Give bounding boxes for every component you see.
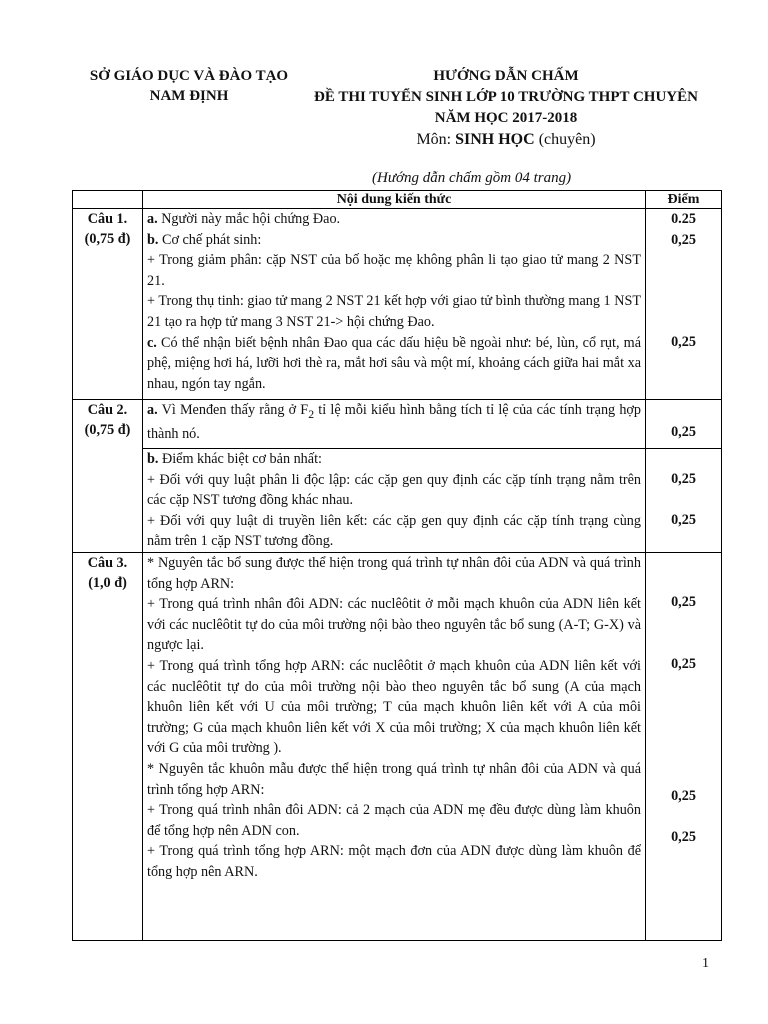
answer-text: + Trong quá trình tổng hợp ARN: một mạch đơn của ADN được dùng làm khuôn để tổng hợp nên ARN. bbox=[147, 843, 641, 880]
answer-text: + Đối với quy luật phân li độc lập: các cặp gen quy định các cặp tính trạng nằm trên các cặp NST tương đồng khác nhau. bbox=[147, 471, 641, 509]
question-3-row bbox=[73, 552, 722, 940]
answer-text: * Nguyên tắc bổ sung được thể hiện trong quá trình tự nhân đôi của ADN và quá trình tổng hợp ARN: bbox=[147, 554, 641, 592]
subject-prefix: Môn: bbox=[416, 131, 456, 148]
header-empty-cell bbox=[73, 191, 143, 209]
question-3-label bbox=[73, 552, 143, 940]
question-3-points bbox=[646, 552, 722, 940]
department-header bbox=[64, 66, 314, 106]
question-2a-content bbox=[143, 400, 646, 449]
answer-text: tỉ lệ mỗi kiểu hình bằng tích tỉ lệ của các tính trạng hợp thành nó. bbox=[147, 402, 642, 443]
answer-text: + Trong quá trình nhân đôi ADN: cả 2 mạch của ADN mẹ đều được dùng làm khuôn để tổng hợp nên ADN con. bbox=[147, 802, 641, 839]
school-year: NĂM HỌC 2017-2018 bbox=[434, 110, 578, 126]
answer-text: + Đối với quy luật di truyền liên kết: các cặp gen quy định các cặp tính trạng cùng nằm trên 1 cặp NST tương đồng. bbox=[147, 512, 641, 550]
part-label: b. bbox=[147, 451, 159, 467]
answer-text: Có thể nhận biết bệnh nhân Đao qua các dấu hiệu bề ngoài như: bé, lùn, cổ rụt, má phệ, miệng hơi há, lưỡi hơi thè ra, mắt hơi sâu và một mí, khoảng cách giữa hai mắt xa nhau, ngón tay ngắn. bbox=[147, 334, 641, 392]
answer-text: Điểm khác biệt cơ bản nhất: bbox=[158, 451, 322, 467]
points-value: 0,25 bbox=[671, 828, 696, 845]
answer-text: + Trong giảm phân: cặp NST của bố hoặc mẹ không phân li tạo giao tử mang 2 NST 21. bbox=[147, 252, 641, 289]
header-points: Điểm bbox=[646, 191, 722, 209]
answer-text: + Trong quá trình tổng hợp ARN: các nuclêôtit ở mạch khuôn của ADN liên kết với các nuclêôtit tự do của môi trường nội bào theo nguyên tắc bổ sung (A của mạch khuôn liên kết với U của môi trường; T của mạch khuôn liên kết với A của môi trường; G của mạch khuôn liên kết với X của môi trường; X của mạch khuôn liên kết với G của môi trường ). bbox=[147, 657, 641, 757]
answer-text: + Trong quá trình nhân đôi ADN: các nuclêôtit ở mỗi mạch khuôn của ADN liên kết với các nuclêôtit tự do của môi trường nội bào theo nguyên tắc bổ sung (A-T; G-X) và ngược lại. bbox=[147, 596, 641, 654]
subject-suffix: (chuyên) bbox=[534, 131, 596, 148]
exam-name: ĐỀ THI TUYỂN SINH LỚP 10 TRƯỜNG THPT CHUYÊN bbox=[314, 89, 698, 105]
question-2b-row bbox=[73, 449, 722, 553]
answer-text: Vì Menđen thấy rằng ở F bbox=[157, 402, 309, 418]
points-value: 0,25 bbox=[671, 511, 696, 528]
province-name: NAM ĐỊNH bbox=[149, 88, 229, 104]
points-value: 0,25 bbox=[671, 471, 696, 487]
question-score: (0,75 đ) bbox=[84, 422, 131, 438]
points-value: 0,25 bbox=[671, 593, 696, 610]
question-score: (0,75 đ) bbox=[84, 231, 131, 247]
points-value: 0,25 bbox=[671, 655, 696, 672]
points-value: 0,25 bbox=[671, 231, 696, 248]
grading-table bbox=[72, 190, 722, 941]
subject-name: SINH HỌC bbox=[455, 131, 535, 148]
points-value: 0.25 bbox=[671, 211, 696, 227]
question-2b-content bbox=[143, 449, 646, 553]
answer-text: * Nguyên tắc khuôn mẫu được thể hiện trong quá trình tự nhân đôi của ADN và quá trình tổng hợp ARN: bbox=[147, 760, 641, 798]
part-label: a. bbox=[147, 211, 158, 227]
points-value: 0,25 bbox=[671, 334, 696, 351]
document-title-block bbox=[300, 66, 712, 150]
question-2b-points bbox=[646, 449, 722, 553]
question-label: Câu 2. bbox=[87, 402, 128, 418]
part-label: a. bbox=[147, 402, 158, 418]
subscript: 2 bbox=[308, 406, 315, 421]
department-name: SỞ GIÁO DỤC VÀ ĐÀO TẠO bbox=[89, 68, 289, 84]
header-content: Nội dung kiến thức bbox=[143, 191, 646, 209]
question-1-points bbox=[646, 209, 722, 400]
question-1-content bbox=[143, 209, 646, 400]
document-title: HƯỚNG DẪN CHẤM bbox=[433, 68, 579, 84]
question-label: Câu 1. bbox=[87, 211, 128, 227]
question-2-label bbox=[73, 400, 143, 553]
points-value: 0,25 bbox=[671, 788, 696, 805]
question-3-content bbox=[143, 552, 646, 940]
part-label: c. bbox=[147, 334, 157, 351]
question-1-row bbox=[73, 209, 722, 400]
answer-text: Cơ chế phát sinh: bbox=[158, 231, 262, 248]
part-label: b. bbox=[147, 231, 159, 248]
question-label: Câu 3. bbox=[87, 554, 128, 571]
question-2-row bbox=[73, 400, 722, 449]
answer-text: + Trong thụ tinh: giao tử mang 2 NST 21 kết hợp với giao tử bình thường mang 1 NST 21 tạo ra hợp tử mang 3 NST 21-> hội chứng Đao. bbox=[147, 293, 641, 330]
question-score: (1,0 đ) bbox=[88, 574, 127, 591]
points-value: 0,25 bbox=[671, 424, 696, 440]
subject-line bbox=[300, 129, 712, 150]
question-2a-points bbox=[646, 400, 722, 449]
question-1-label bbox=[73, 209, 143, 400]
answer-text: Người này mắc hội chứng Đao. bbox=[157, 211, 341, 227]
page-count-note: (Hướng dẫn chấm gồm 04 trang) bbox=[372, 170, 572, 186]
table-header-row bbox=[73, 191, 722, 209]
page-number: 1 bbox=[702, 956, 709, 971]
